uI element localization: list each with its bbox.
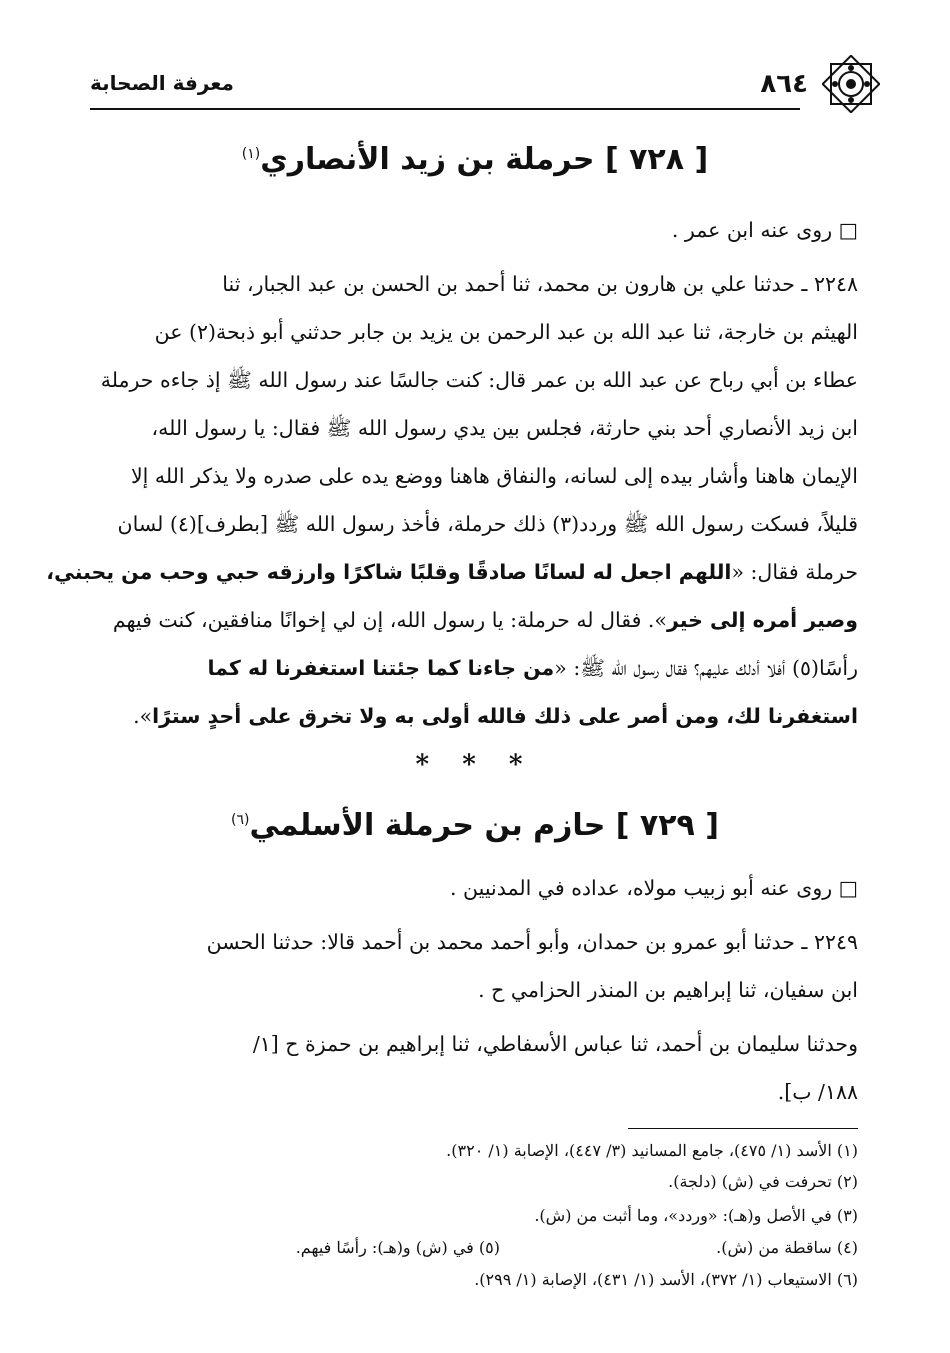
footnote-divider xyxy=(628,1128,858,1129)
text-line: حرملة فقال: «اللهم اجعل له لسانًا صادقًا وقلبًا شاكرًا وارزقه حبي وحب من يحبني، xyxy=(46,560,858,584)
hadith-quote: وصير أمره إلى خير xyxy=(666,608,858,632)
section-separator: * * * xyxy=(415,750,535,780)
footnote: (٢) تحرفت في (ش) (دلجة). xyxy=(668,1172,858,1191)
text-line: ٢٢٤٨ ـ حدثنا علي بن هارون بن محمد، ثنا أحمد بن الحسن بن عبد الجبار، ثنا xyxy=(222,272,858,296)
text-line: قليلاً، فسكت رسول الله ﷺ وردد(٣) ذلك حرملة، فأخذ رسول الله ﷺ [بطرف](٤) لسان xyxy=(117,512,858,536)
text-line: استغفرنا لك، ومن أصر على ذلك فالله أولى به ولا تخرق على أحدٍ سترًا». xyxy=(133,704,858,728)
octagonal-ornament-icon xyxy=(822,55,880,113)
running-title: معرفة الصحابة xyxy=(90,71,234,95)
footnote-ref: (٦) xyxy=(230,812,250,828)
text-line: الهيثم بن خارجة، ثنا عبد الله بن عبد الرحمن بن يزيد بن جابر حدثني أبو ذبحة(٢) عن xyxy=(154,320,858,344)
narrator-note: □ روى عنه ابن عمر . xyxy=(671,218,858,242)
footnote: (٣) في الأصل و(هـ): «وردد»، وما أثبت من (ش). xyxy=(534,1206,858,1225)
entry-heading-728: [ ٧٢٨ ] حرملة بن زيد الأنصاري$^{(١)}$ xyxy=(241,142,709,177)
text-line: رأسًا(٥) أفلا أدلك عليهم؟ فقال رسول الله ﷺ: «من جاءنا كما جئتنا استغفرنا له كما xyxy=(207,656,858,680)
footnote-ref: (١) xyxy=(241,146,261,162)
footnote: (٦) الاستيعاب (١/ ٣٧٢)، الأسد (١/ ٤٣١)، الإصابة (١/ ٢٩٩). xyxy=(474,1270,858,1289)
hadith-quote: من جاءنا كما جئتنا استغفرنا له كما xyxy=(207,656,555,680)
text-line: ابن زيد الأنصاري أحد بني حارثة، فجلس بين يدي رسول الله ﷺ فقال: يا رسول الله، xyxy=(151,416,858,440)
text-line: الإيمان هاهنا وأشار بيده إلى لسانه، والنفاق هاهنا ووضع يده على صدره ولا يذكر الله إلا xyxy=(130,464,858,488)
text-line: ١٨٨/ ب]. xyxy=(777,1080,858,1104)
narrator-note: □ روى عنه أبو زبيب مولاه، عداده في المدنيين . xyxy=(450,876,858,900)
text-line: عطاء بن أبي رباح عن عبد الله بن عمر قال: كنت جالسًا عند رسول الله ﷺ إذ جاءه حرملة xyxy=(100,368,858,392)
text-line: وحدثنا سليمان بن أحمد، ثنا عباس الأسفاطي، ثنا إبراهيم بن حمزة ح [١/ xyxy=(252,1032,858,1056)
footnote: (١) الأسد (١/ ٤٧٥)، جامع المسانيد (٣/ ٤٤٧)، الإصابة (١/ ٣٢٠). xyxy=(446,1141,858,1160)
text-line: ابن سفيان، ثنا إبراهيم بن المنذر الحزامي ح . xyxy=(478,978,858,1002)
page-header xyxy=(90,55,880,115)
footnote: (٥) في (ش) و(هـ): رأسًا فيهم. xyxy=(295,1238,500,1257)
page-number: ٨٦٤ xyxy=(760,69,808,99)
footnote: (٤) ساقطة من (ش). xyxy=(716,1238,858,1257)
header-divider xyxy=(90,108,800,110)
entry-heading-729: [ ٧٢٩ ] حازم بن حرملة الأسلمي$^{(٦)}$ xyxy=(230,808,720,843)
hadith-quote: اللهم اجعل له لسانًا صادقًا وقلبًا شاكرًا وارزقه حبي وحب من يحبني، xyxy=(46,560,732,584)
hadith-quote: استغفرنا لك، ومن أصر على ذلك فالله أولى به ولا تخرق على أحدٍ سترًا xyxy=(152,704,858,728)
text-line: ٢٢٤٩ ـ حدثنا أبو عمرو بن حمدان، وأبو أحمد محمد بن أحمد قالا: حدثنا الحسن xyxy=(206,930,858,954)
text-line: وصير أمره إلى خير». فقال له حرملة: يا رسول الله، إن لي إخوانًا منافقين، كنت فيهم xyxy=(112,608,858,632)
